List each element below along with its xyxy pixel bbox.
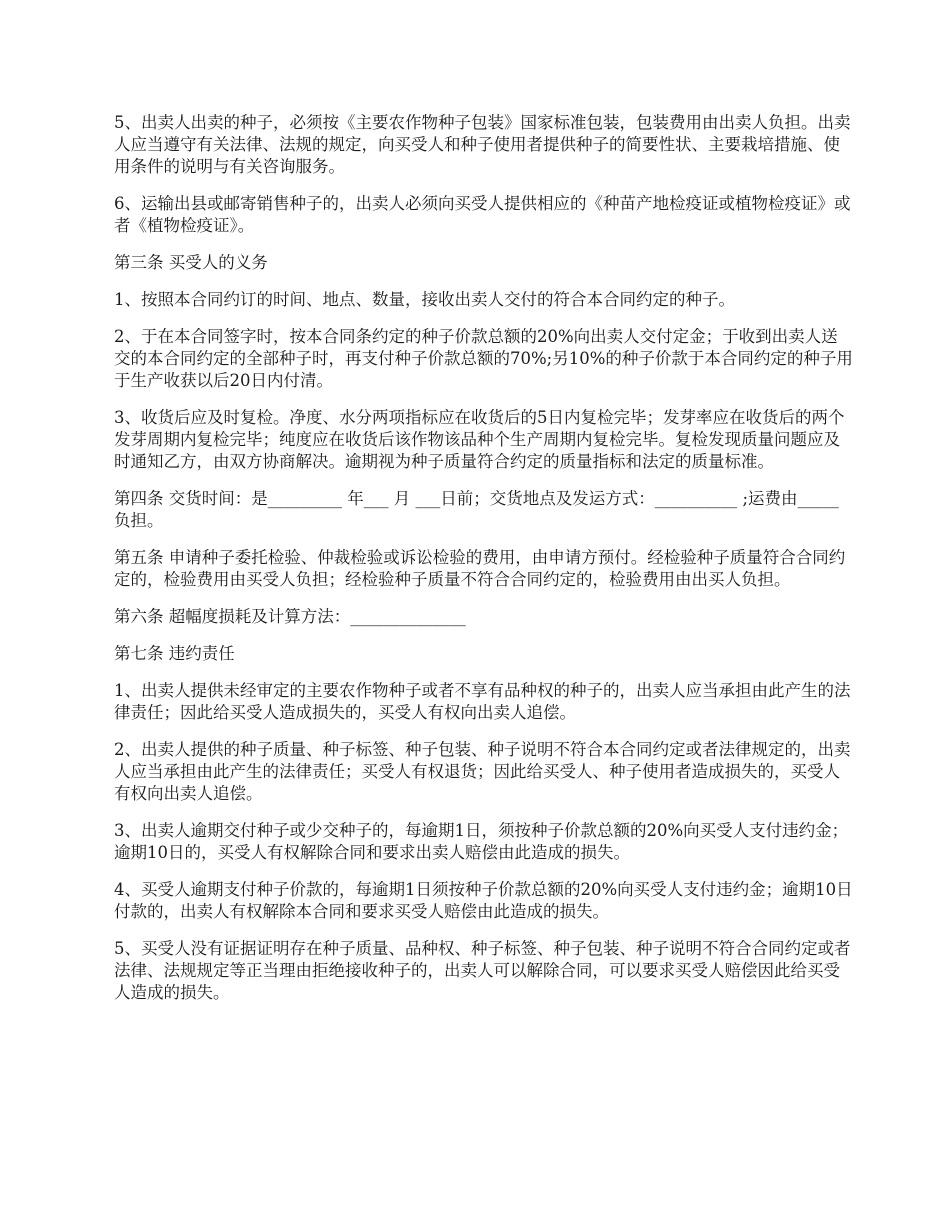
clause-buyer-recheck: 3、收货后应及时复检。净度、水分两项指标应在收货后的5日内复检完毕；发芽率应在收货后的两个发芽周期内复检完毕；纯度应在收货后该作物该品种个生产周期内复检完毕。复检发现质量问题应及时通知乙方，由双方协商解决。逾期视为种子质量符合约定的质量指标和法定的质量标准。 xyxy=(114,408,845,471)
article-3-heading: 第三条 买受人的义务 xyxy=(114,253,268,272)
clause-liability-unapproved: 1、出卖人提供未经审定的主要农作物种子或者不享有品种权的种子的，出卖人应当承担由此产生的法律责任；因此给买受人造成损失的，买受人有权向出卖人追偿。 xyxy=(114,681,851,722)
clause-buyer-payment: 2、于在本合同签字时，按本合同条约定的种子价款总额的20%向出卖人交付定金；于收到出卖人送交的本合同约定的全部种子时，再支付种子价款总额的70%;另10%的种子价款于本合同约定的种子用于生产收获以后20日内付清。 xyxy=(114,327,853,390)
article-7-heading: 第七条 违约责任 xyxy=(114,644,235,663)
document-body xyxy=(114,112,854,1019)
clause-seller-packaging: 5、出卖人出卖的种子，必须按《主要农作物种子包装》国家标准包装，包装费用由出卖人负担。出卖人应当遵守有关法律、法规的规定，向买受人和种子使用者提供种子的简要性状、主要栽培措施、使用条件的说明与有关咨询服务。 xyxy=(114,113,851,176)
clause-buyer-receive: 1、按照本合同约订的时间、地点、数量，接收出卖人交付的符合本合同约定的种子。 xyxy=(114,290,735,309)
article-5-inspection: 第五条 申请种子委托检验、仲裁检验或诉讼检验的费用，由申请方预付。经检验种子质量符合合同约定的，检验费用由买受人负担；经检验种子质量不符合合同约定的，检验费用由出买人负担。 xyxy=(114,548,846,589)
article-6-loss: 第六条 超幅度损耗及计算方法：______________ xyxy=(114,607,466,626)
clause-seller-quarantine: 6、运输出县或邮寄销售种子的，出卖人必须向买受人提供相应的《种苗产地检疫证或植物检疫证》或者《植物检疫证》。 xyxy=(114,194,851,235)
clause-liability-late-delivery: 3、出卖人逾期交付种子或少交种子的，每逾期1日，须按种子价款总额的20%向买受人支付违约金；逾期10日的，买受人有权解除合同和要求出卖人赔偿由此造成的损失。 xyxy=(114,821,849,862)
article-4-delivery: 第四条 交货时间：是_________ 年___ 月 ___日前；交货地点及发运方式：__________ ;运费由_____ 负担。 xyxy=(114,489,845,530)
clause-liability-refusal: 5、买受人没有证据证明存在种子质量、品种权、种子标签、种子包装、种子说明不符合合同约定或者法律、法规规定等正当理由拒绝接收种子的，出卖人可以解除合同，可以要求买受人赔偿因此给买受人造成的损失。 xyxy=(114,939,851,1002)
clause-liability-quality: 2、出卖人提供的种子质量、种子标签、种子包装、种子说明不符合本合同约定或者法律规定的，出卖人应当承担由此产生的法律责任；买受人有权退货；因此给买受人、种子使用者造成损失的，买受人有权向出卖人追偿。 xyxy=(114,740,851,803)
clause-liability-late-payment: 4、买受人逾期支付种子价款的，每逾期1日须按种子价款总额的20%向买受人支付违约金；逾期10日付款的，出卖人有权解除本合同和要求买受人赔偿由此造成的损失。 xyxy=(114,880,853,921)
